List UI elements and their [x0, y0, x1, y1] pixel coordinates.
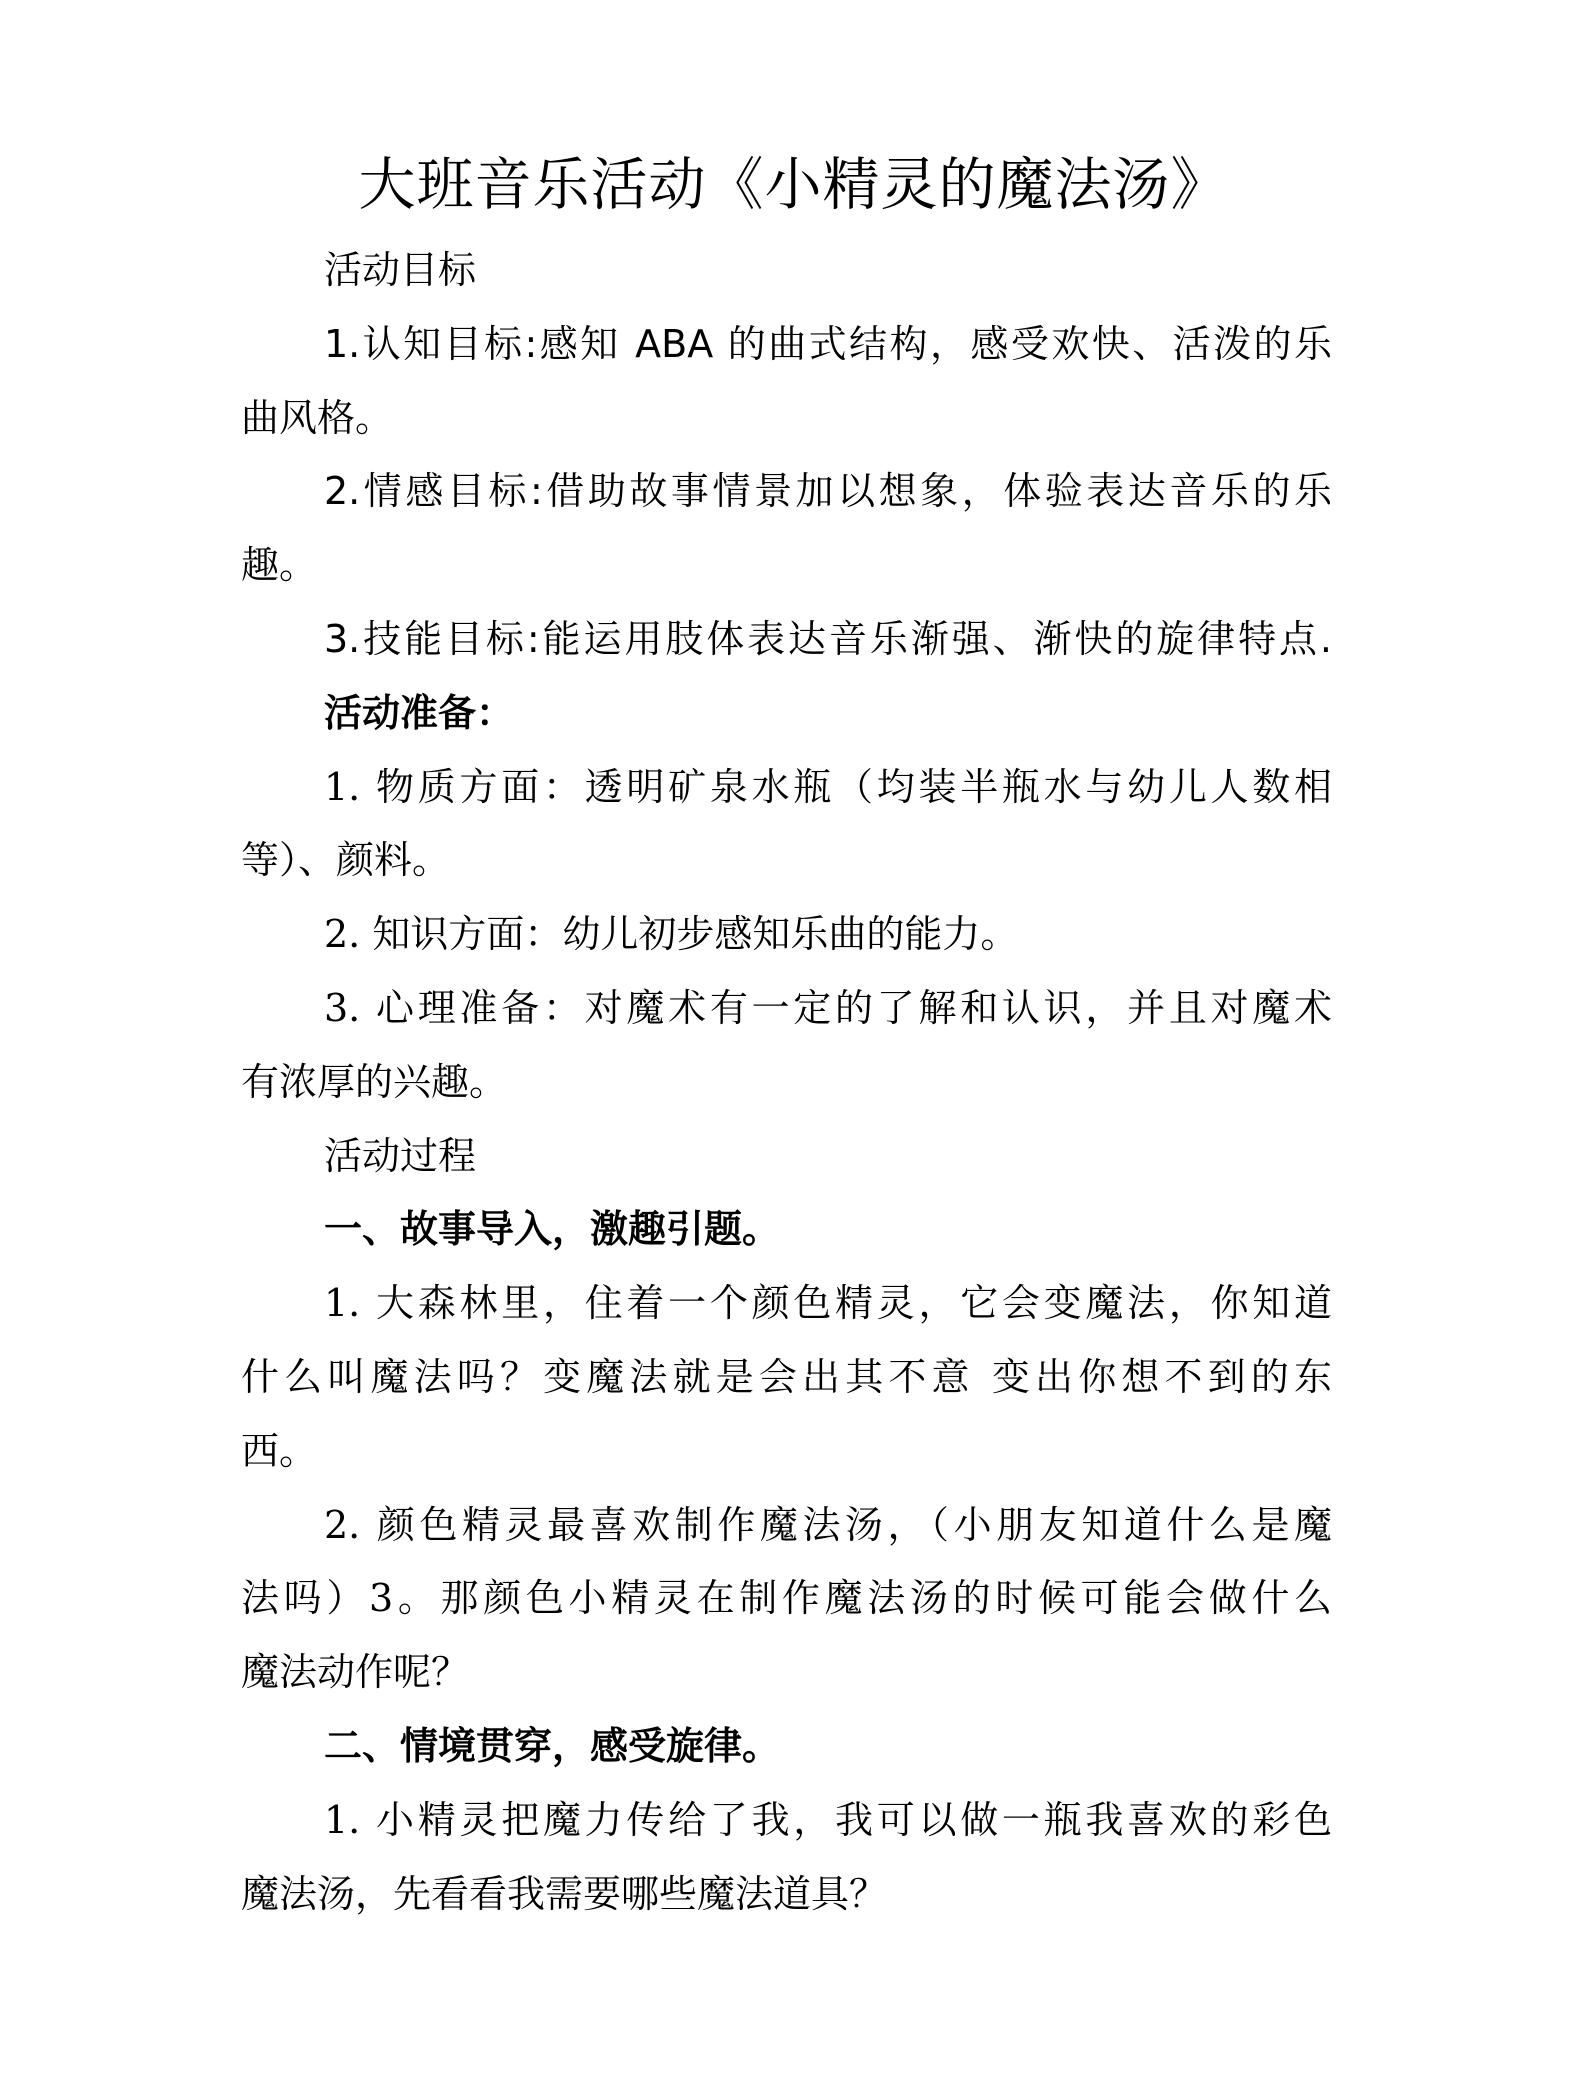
goal-1-line-2: 曲风格。 — [241, 395, 394, 440]
prep-2-line-1: 2. 知识方面：幼儿初步感知乐曲的能力。 — [324, 912, 1019, 957]
process-section-2-heading: 二、情境贯穿，感受旋律。 — [324, 1723, 781, 1768]
process-section-1-heading: 一、故事导入，激趣引题。 — [324, 1207, 781, 1252]
process-1-item-1-line-1: 1. 大森林里，住着一个颜色精灵，它会变魔法，你知道 — [324, 1281, 1332, 1326]
goal-2-line-2: 趣。 — [241, 543, 318, 588]
process-1-item-1-line-3: 西。 — [241, 1428, 318, 1473]
section-heading-process: 活动过程 — [324, 1133, 477, 1178]
process-1-item-1-line-2: 什么叫魔法吗？变魔法就是会出其不意 变出你想不到的东 — [241, 1354, 1332, 1399]
document-body — [241, 234, 1332, 1931]
section-heading-goals: 活动目标 — [324, 248, 477, 292]
goal-3-line-1: 3.技能目标:能运用肢体表达音乐渐强、渐快的旋律特点. — [324, 616, 1332, 661]
prep-1-line-2: 等）、颜料。 — [241, 838, 451, 883]
document-title: 大班音乐活动《小精灵的魔法汤》 — [358, 152, 1229, 218]
goal-2-line-1: 2.情感目标:借助故事情景加以想象，体验表达音乐的乐 — [324, 469, 1332, 514]
prep-1-line-1: 1. 物质方面：透明矿泉水瓶（均装半瓶水与幼儿人数相 — [324, 764, 1332, 809]
process-2-item-1-line-2: 魔法汤，先看看我需要哪些魔法道具？ — [241, 1871, 888, 1916]
process-1-item-2-line-1: 2. 颜色精灵最喜欢制作魔法汤，（小朋友知道什么是魔 — [324, 1502, 1332, 1547]
process-2-item-1-line-1: 1. 小精灵把魔力传给了我，我可以做一瓶我喜欢的彩色 — [324, 1797, 1332, 1842]
prep-3-line-2: 有浓厚的兴趣。 — [241, 1059, 508, 1104]
prep-3-line-1: 3. 心理准备：对魔术有一定的了解和认识，并且对魔术 — [324, 985, 1332, 1030]
process-1-item-2-line-2: 法吗）3。那颜色小精灵在制作魔法汤的时候可能会做什么 — [241, 1576, 1332, 1621]
goal-1-line-1: 1.认知目标:感知 ABA 的曲式结构，感受欢快、活泼的乐 — [324, 321, 1332, 366]
process-1-item-2-line-3: 魔法动作呢？ — [241, 1650, 470, 1695]
section-heading-preparation: 活动准备： — [324, 690, 515, 735]
